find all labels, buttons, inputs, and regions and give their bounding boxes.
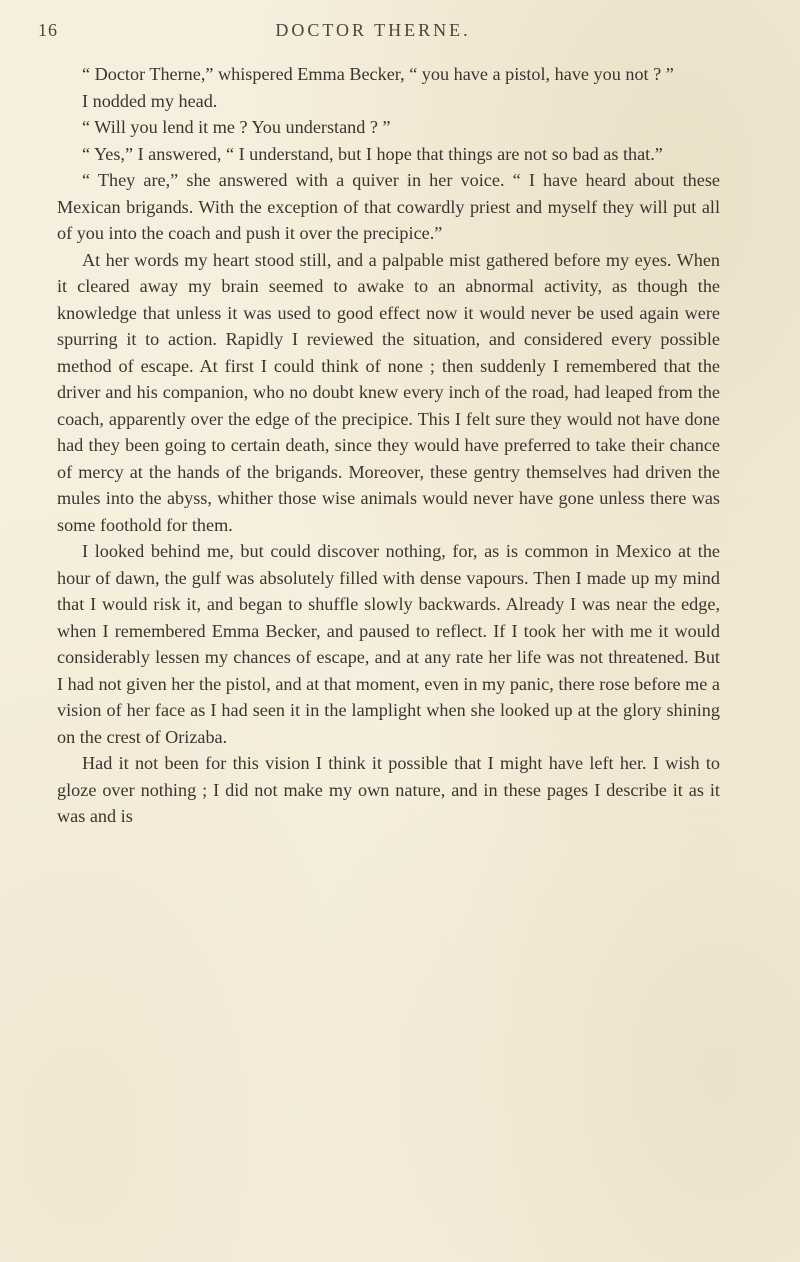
body-text	[57, 61, 720, 830]
paragraph: “ They are,” she answered with a quiver in her voice. “ I have heard about these Mexican brigands. With the exception of that cowardly priest and myself they will put all of you into the coach and push it over the precipice.”	[57, 170, 720, 243]
paragraph: “ Yes,” I answered, “ I understand, but I hope that things are not so bad as that.”	[82, 143, 663, 164]
paragraph: I nodded my head.	[82, 90, 218, 111]
paragraph: “ Doctor Therne,” whispered Emma Becker, “ you have a pistol, have you not ? ”	[82, 64, 674, 84]
paragraph: “ Will you lend it me ? You understand ? ”	[82, 117, 391, 137]
paragraph: I looked behind me, but could discover nothing, for, as is common in Mexico at the hour of dawn, the gulf was absolutely filled with dense vapours. Then I made up my mind that I would risk it, and began to shuffle slowly backwards. Already I was near the edge, when I remembered Emma Becker, and paused to reflect. If I took her with me it would considerably lessen my chances of escape, and at any rate her life was not threatened. But I had not given her the pistol, and at that moment, even in my panic, there rose before me a vision of her face as I had seen it in the lamplight when she looked up at the glory shining on the crest of Orizaba.	[57, 541, 720, 747]
running-head: DOCTOR THERNE.	[275, 20, 471, 40]
page-header	[38, 20, 698, 52]
paragraph: Had it not been for this vision I think it possible that I might have left her. I wish to gloze over nothing ; I did not make my own nature, and in these pages I describe it as it was and is	[57, 753, 720, 826]
page-number: 16	[38, 20, 58, 40]
paragraph: At her words my heart stood still, and a palpable mist gathered before my eyes. When it cleared away my brain seemed to awake to an abnormal activity, as though the knowledge that unless it was used to good effect now it would never be used again were spurring it to action. Rapidly I reviewed the situation, and considered every possible method of escape. At first I could think of none ; then suddenly I remembered that the driver and his companion, who no doubt knew every inch of the road, had leaped from the coach, apparently over the edge of the precipice. This I felt sure they would not have done had they been going to certain death, since they would have preferred to take their chance of mercy at the hands of the brigands. Moreover, these gentry themselves had driven the mules into the abyss, whither those wise animals would never have gone unless there was some foothold for them.	[57, 249, 720, 535]
